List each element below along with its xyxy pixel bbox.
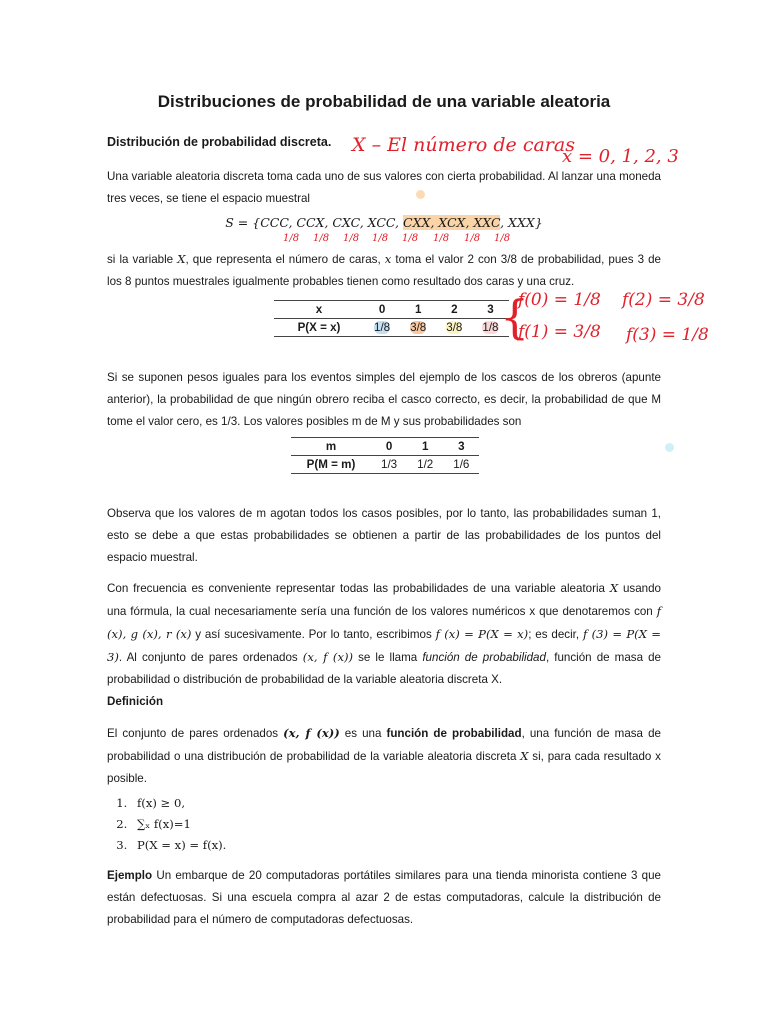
handwritten-f0: f(0) = 1/8 <box>518 290 601 310</box>
condition-item: 1. f(x) ≥ 0, <box>131 793 226 814</box>
handwritten-fraction: 1/8 <box>433 233 450 244</box>
sample-space-equation: S = {CCC, CCX, CXC, XCC, CXX, XCX, XXC, XXX} <box>225 215 543 230</box>
conditions-list <box>107 793 226 856</box>
condition-item: 3. P(X = x) = f(x). <box>131 835 226 856</box>
handwritten-f2: f(2) = 3/8 <box>622 290 705 310</box>
paragraph-helmets: Si se suponen pesos iguales para los eventos simples del ejemplo de los cascos de los obreros (apunte anterior), la probabilidad de que ningún obrero reciba el casco correcto, es decir, la probabilidad de que M tome el valor cero, es 1/3. Los valores posibles m de M y sus probabilidades son <box>107 371 661 428</box>
probability-table-m: m 0 1 3 P(M = m) 1/3 1/2 1/6 <box>291 437 479 474</box>
condition-item: 2. ∑ₓ f(x)=1 <box>131 814 226 835</box>
handwritten-f3: f(3) = 1/8 <box>626 325 709 345</box>
page-title: Distribuciones de probabilidad de una variable aleatoria <box>157 92 611 111</box>
paragraph-variable-x: si la variable X, que representa el número de caras, x toma el valor 2 con 3/8 de probabilidad, pues 3 de los 8 puntos muestrales igualmente probables tienen como resultado dos caras y una cruz. <box>107 252 662 288</box>
handwritten-f1: f(1) = 3/8 <box>518 322 601 342</box>
paragraph-sum-one: Observa que los valores de m agotan todos los casos posibles, por lo tanto, las probabilidades suman 1, esto se debe a que estas probabilidades se obtienen a partir de las probabilidades de los puntos del espacio muestral. <box>107 507 661 564</box>
paragraph-function: Con frecuencia es conveniente representar todas las probabilidades de una variable aleatoria X usando una fórmula, la cual necesariamente sería una función de los valores numéricos x que denotaremos con f (x), g (x), r (x) y así sucesivamente. Por lo tanto, escribimos f (x) = P(X = x); es decir, f (3) = P(X = 3). Al conjunto de pares ordenados (x, f (x)) se le llama función de probabilidad, función de masa de probabilidad o distribución de probabilidad de la variable aleatoria discreta X. <box>107 581 661 686</box>
paragraph-example: Ejemplo Un embarque de 20 computadoras portátiles similares para una tienda minorista contiene 3 que están defectuosas. Si una escuela compra al azar 2 de estas computadoras, calcule la distribución de probabilidad para el número de computadoras defectuosas. <box>107 869 661 926</box>
handwritten-fraction: 1/8 <box>494 233 511 244</box>
handwritten-fraction: 1/8 <box>313 233 330 244</box>
highlighted-outcomes: CXX, XCX, XXC <box>403 215 501 230</box>
handwritten-fraction: 1/8 <box>343 233 360 244</box>
probability-table-x: x 0 1 2 3 P(X = x) 1/8 3/8 3/8 1/8 <box>274 300 509 337</box>
paragraph-intro: Una variable aleatoria discreta toma cada uno de sus valores con cierta probabilidad. Al lanzar una moneda tres veces, se tiene el espacio muestral <box>107 170 661 205</box>
handwritten-note-values: x = 0, 1, 2, 3 <box>562 146 679 167</box>
section-heading: Distribución de probabilidad discreta. <box>107 135 332 149</box>
handwritten-fraction: 1/8 <box>402 233 419 244</box>
definition-heading: Definición <box>107 695 164 708</box>
handwritten-fraction: 1/8 <box>464 233 481 244</box>
highlight-dot <box>416 190 425 199</box>
handwritten-fraction: 1/8 <box>372 233 389 244</box>
paragraph-definition: El conjunto de pares ordenados (x, f (x)) es una función de probabilidad, una función de masa de probabilidad o una distribución de probabilidad de la variable aleatoria discreta X si, para cada resultado x posible. <box>107 726 661 785</box>
highlight-dot <box>665 443 674 452</box>
handwritten-fraction: 1/8 <box>283 233 300 244</box>
handwritten-brace: { <box>500 290 530 344</box>
handwritten-note-variable: X – El número de caras <box>352 134 575 156</box>
